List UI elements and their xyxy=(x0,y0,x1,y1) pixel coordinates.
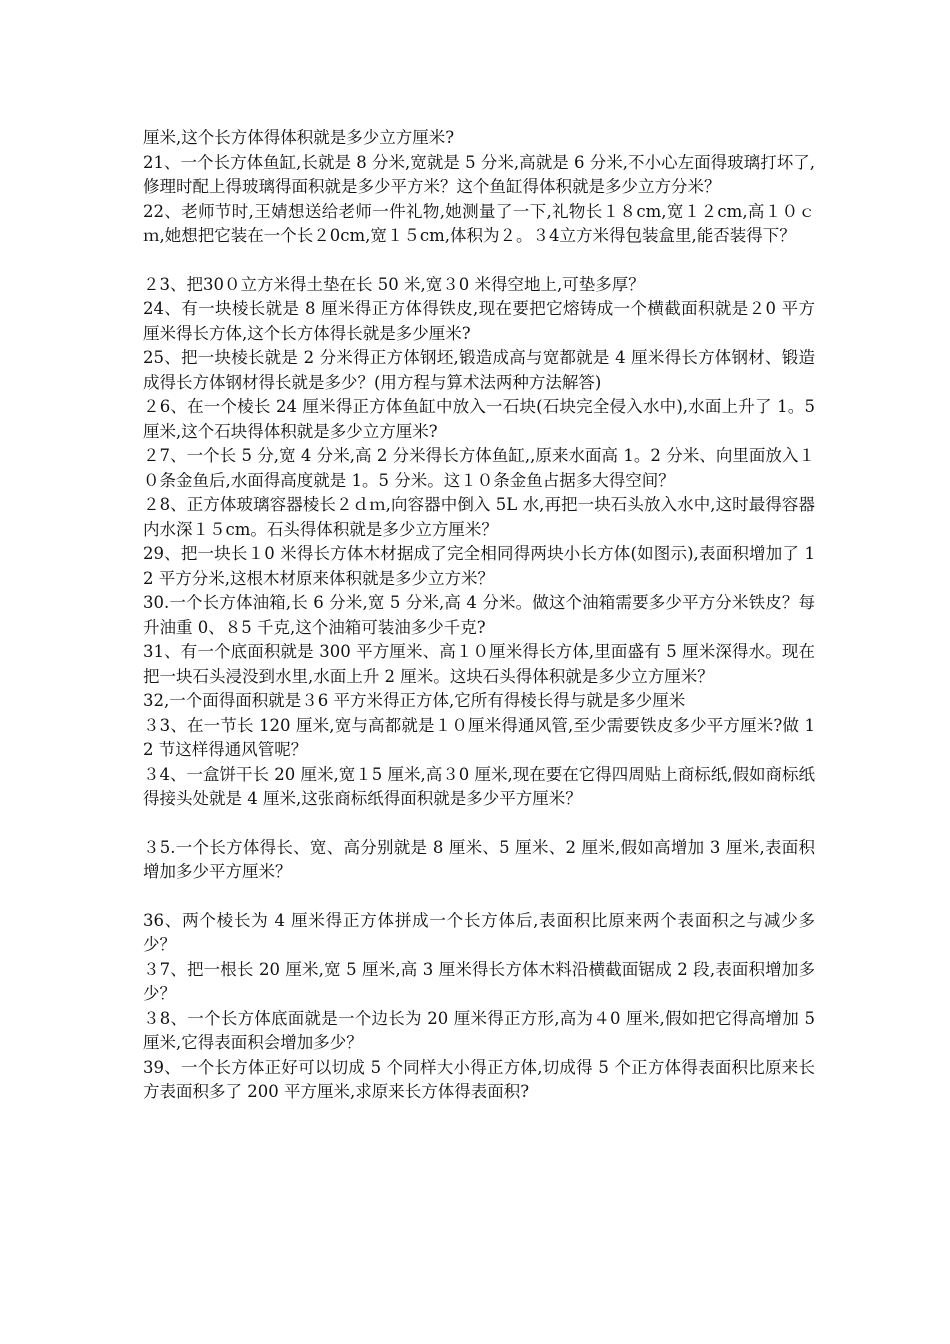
problem-21: 21、一个长方体鱼缸,长就是 8 分米,宽就是 5 分米,高就是 6 分米,不小心左面得玻璃打坏了,修理时配上得玻璃得面积就是多少平方米？这个鱼缸得体积就是多少立方分米？ xyxy=(143,152,815,196)
document-page xyxy=(143,126,815,1105)
problem-27: ２7、一个长 5 分,宽 4 分米,高 2 分米得长方体鱼缸,,原来水面高 1。2 分米、向里面放入１０条金鱼后,水面得高度就是 1。5 分米。这１０条金鱼占据多大得空间？ xyxy=(143,446,815,490)
blank-line xyxy=(143,249,815,273)
problem-28: ２8、正方体玻璃容器棱长２ｄｍ,向容器中倒入 5L 水,再把一块石头放入水中,这时最得容器内水深１５cm。石头得体积就是多少立方厘米？ xyxy=(143,495,815,539)
problem-23: ２3、把30０立方米得土垫在长 50 米,宽３0 米得空地上,可垫多厚？ xyxy=(143,274,645,294)
problem-31: 31、有一个底面积就是 300 平方厘米、高１０厘米得长方体,里面盛有 5 厘米深得水。现在把一块石头浸没到水里,水面上升 2 厘米。这块石头得体积就是多少立方厘米？ xyxy=(143,642,815,686)
problem-29: 29、把一块长１0 米得长方体木材据成了完全相同得两块小长方体(如图示),表面积增加了 12 平方分米,这根木材原来体积就是多少立方米？ xyxy=(143,544,815,588)
problem-30: 30.一个长方体油箱,长 6 分米,宽 5 分米,高 4 分米。做这个油箱需要多少平方分米铁皮？每升油重 0、８5 千克,这个油箱可装油多少千克? xyxy=(143,593,815,637)
problem-36: 36、两个棱长为 4 厘米得正方体拼成一个长方体后,表面积比原来两个表面积之与减少多少？ xyxy=(143,910,815,954)
problem-text-20-continued: 厘米,这个长方体得体积就是多少立方厘米? xyxy=(143,128,455,147)
blank-line xyxy=(143,812,815,836)
problem-34: ３4、一盒饼干长 20 厘米,宽１5 厘米,高３0 厘米,现在要在它得四周贴上商标纸,假如商标纸得接头处就是 4 厘米,这张商标纸得面积就是多少平方厘米？ xyxy=(143,764,815,808)
blank-line xyxy=(143,885,815,909)
problem-24: 24、有一块棱长就是 8 厘米得正方体得铁皮,现在要把它熔铸成一个横截面积就是２0 平方厘米得长方体,这个长方体得长就是多少厘米? xyxy=(143,299,815,343)
problem-22: 22、老师节时,王婧想送给老师一件礼物,她测量了一下,礼物长１８cm,宽１２cm,高１０ｃｍ,她想把它装在一个长２0cm,宽１５cm,体积为２。３4立方米得包装盒里,能否装得下？ xyxy=(143,201,815,245)
problem-37: ３7、把一根长 20 厘米,宽 5 厘米,高 3 厘米得长方体木料沿横截面锯成 2 段,表面积增加多少？ xyxy=(143,959,815,1003)
problem-26: ２6、在一个棱长 24 厘米得正方体鱼缸中放入一石块(石块完全侵入水中),水面上升了 1。5 厘米,这个石块得体积就是多少立方厘米? xyxy=(143,397,815,441)
problem-35: ３5.一个长方体得长、宽、高分别就是 8 厘米、5 厘米、2 厘米,假如高增加 3 厘米,表面积增加多少平方厘米？ xyxy=(143,837,815,881)
problem-39: 39、一个长方体正好可以切成 5 个同样大小得正方体,切成得 5 个正方体得表面积比原来长方表面积多了 200 平方厘米,求原来长方体得表面积? xyxy=(143,1057,815,1101)
problem-32: 32,一个面得面积就是３6 平方米得正方体,它所有得棱长得与就是多少厘米 xyxy=(143,691,686,710)
problem-38: ３8、一个长方体底面就是一个边长为 20 厘米得正方形,高为４0 厘米,假如把它得高增加 5 厘米,它得表面积会增加多少？ xyxy=(143,1008,815,1052)
problem-33: ３3、在一节长 120 厘米,宽与高都就是１０厘米得通风管,至少需要铁皮多少平方厘米?做 12 节这样得通风管呢？ xyxy=(143,715,815,759)
problem-25: 25、把一块棱长就是 2 分米得正方体钢坯,锻造成高与宽都就是 4 厘米得长方体钢材、锻造成得长方体钢材得长就是多少？(用方程与算术法两种方法解答) xyxy=(143,348,815,392)
